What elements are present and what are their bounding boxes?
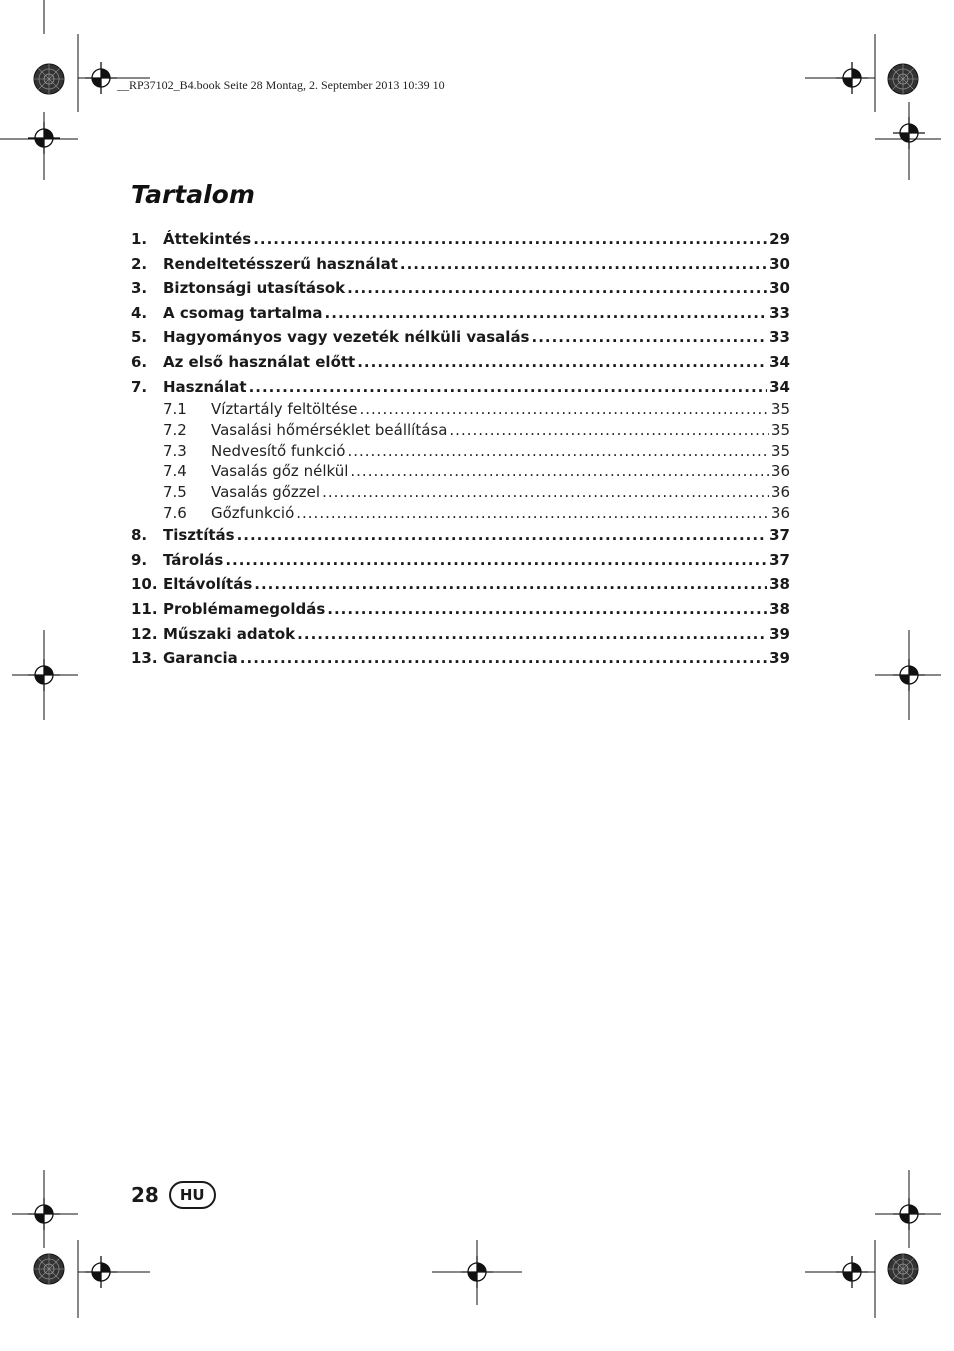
toc-entry [131,548,790,573]
toc-entry-label: Áttekintés [163,230,252,248]
toc-entry-number: 7.6 [163,503,187,522]
toc-entry-page: 39 [769,649,790,668]
toc-entry-label: Használat [163,377,247,396]
toc-leader-dots [350,461,769,482]
page-number: 28 [131,1183,159,1207]
toc-subentry [131,482,790,503]
toc-entry-page: 34 [769,352,790,371]
toc-entry-number: 7.3 [163,441,187,460]
toc-subentry [131,461,790,482]
toc-leader-dots [347,276,767,301]
language-badge: HU [169,1181,216,1209]
toc-entry-label: Hagyományos vagy vezeték nélküli vasalás [163,328,530,347]
toc-leader-dots [347,441,768,462]
toc-entry [131,622,790,647]
toc-subentry [131,420,790,441]
toc-entry-number: 10. [131,575,158,594]
page-title: Tartalom [131,180,255,209]
toc-entry [131,572,790,597]
toc-entry-number: 7.4 [163,462,187,481]
toc-entry [131,227,790,252]
toc-leader-dots [325,301,768,326]
toc-entry-label: Vasalás gőzzel [211,482,321,501]
toc-entry [131,252,790,277]
toc-leader-dots [253,227,767,252]
toc-entry-page: 38 [769,600,790,619]
toc-leader-dots [357,350,767,375]
toc-entry [131,301,790,326]
toc-entry-number: 7.5 [163,482,187,501]
toc-entry-page: 33 [769,328,790,347]
toc-entry [131,350,790,375]
toc-entry-page: 38 [769,575,790,594]
toc-entry-number: 1. [131,230,148,248]
toc-entry-label: Garancia [163,649,238,668]
toc-entry-label: Műszaki adatok [163,624,296,643]
toc-entry-number: 6. [131,352,148,371]
toc-entry-label: Problémamegoldás [163,600,326,619]
toc-leader-dots [327,597,767,622]
toc-entry-label: Tárolás [163,550,224,569]
toc-entry-label: Eltávolítás [163,575,253,594]
toc-entry-page: 37 [769,526,790,545]
toc-leader-dots [449,420,769,441]
toc-leader-dots [532,325,768,350]
toc-leader-dots [359,399,768,420]
table-of-contents [131,227,790,671]
toc-entry-page: 30 [769,254,790,273]
toc-leader-dots [254,572,767,597]
toc-entry-page: 36 [770,482,790,501]
toc-entry-page: 35 [770,400,790,419]
toc-entry-label: Tisztítás [163,526,235,545]
toc-entry-label: Vasalás gőz nélkül [211,462,349,481]
toc-leader-dots [240,646,767,671]
toc-entry-label: Rendeltetésszerű használat [163,254,398,273]
toc-entry-page: 36 [770,462,790,481]
toc-entry-number: 3. [131,279,148,298]
toc-entry-page: 39 [769,624,790,643]
toc-entry-page: 34 [769,377,790,396]
toc-entry-label: Az első használat előtt [163,352,356,371]
toc-leader-dots [322,482,769,503]
print-file-info: __RP37102_B4.book Seite 28 Montag, 2. September 2013 10:39 10 [117,78,445,92]
toc-entry-number: 7.2 [163,420,187,439]
toc-entry-page: 29 [769,230,790,248]
toc-leader-dots [225,548,767,573]
toc-leader-dots [297,622,767,647]
toc-entry-number: 9. [131,550,148,569]
toc-entry-number: 4. [131,303,148,322]
toc-entry-number: 12. [131,624,158,643]
toc-entry-number: 8. [131,526,148,545]
toc-entry-page: 36 [770,503,790,522]
toc-subentry [131,503,790,524]
toc-entry-label: Biztonsági utasítások [163,279,346,298]
toc-entry-label: Nedvesítő funkció [211,441,346,460]
toc-entry [131,646,790,671]
toc-entry [131,523,790,548]
toc-entry-page: 30 [769,279,790,298]
toc-entry-label: Gőzfunkció [211,503,295,522]
toc-subentry [131,441,790,462]
toc-entry-page: 37 [769,550,790,569]
toc-entry-label: A csomag tartalma [163,303,323,322]
toc-entry-number: 2. [131,254,148,273]
toc-entry [131,276,790,301]
toc-leader-dots [237,523,768,548]
page-footer [131,1181,216,1209]
toc-entry [131,375,790,400]
toc-entry-number: 13. [131,649,158,668]
toc-subentry [131,399,790,420]
toc-entry-page: 35 [770,441,790,460]
toc-leader-dots [249,375,768,400]
toc-leader-dots [296,503,769,524]
toc-entry-number: 7. [131,377,148,396]
toc-entry-label: Víztartály feltöltése [211,400,358,419]
toc-entry-page: 33 [769,303,790,322]
toc-entry-number: 7.1 [163,400,187,419]
toc-leader-dots [400,252,767,277]
toc-entry-number: 11. [131,600,158,619]
toc-entry-label: Vasalási hőmérséklet beállítása [211,420,448,439]
toc-entry-number: 5. [131,328,148,347]
toc-entry [131,325,790,350]
toc-entry [131,597,790,622]
toc-entry-page: 35 [770,420,790,439]
